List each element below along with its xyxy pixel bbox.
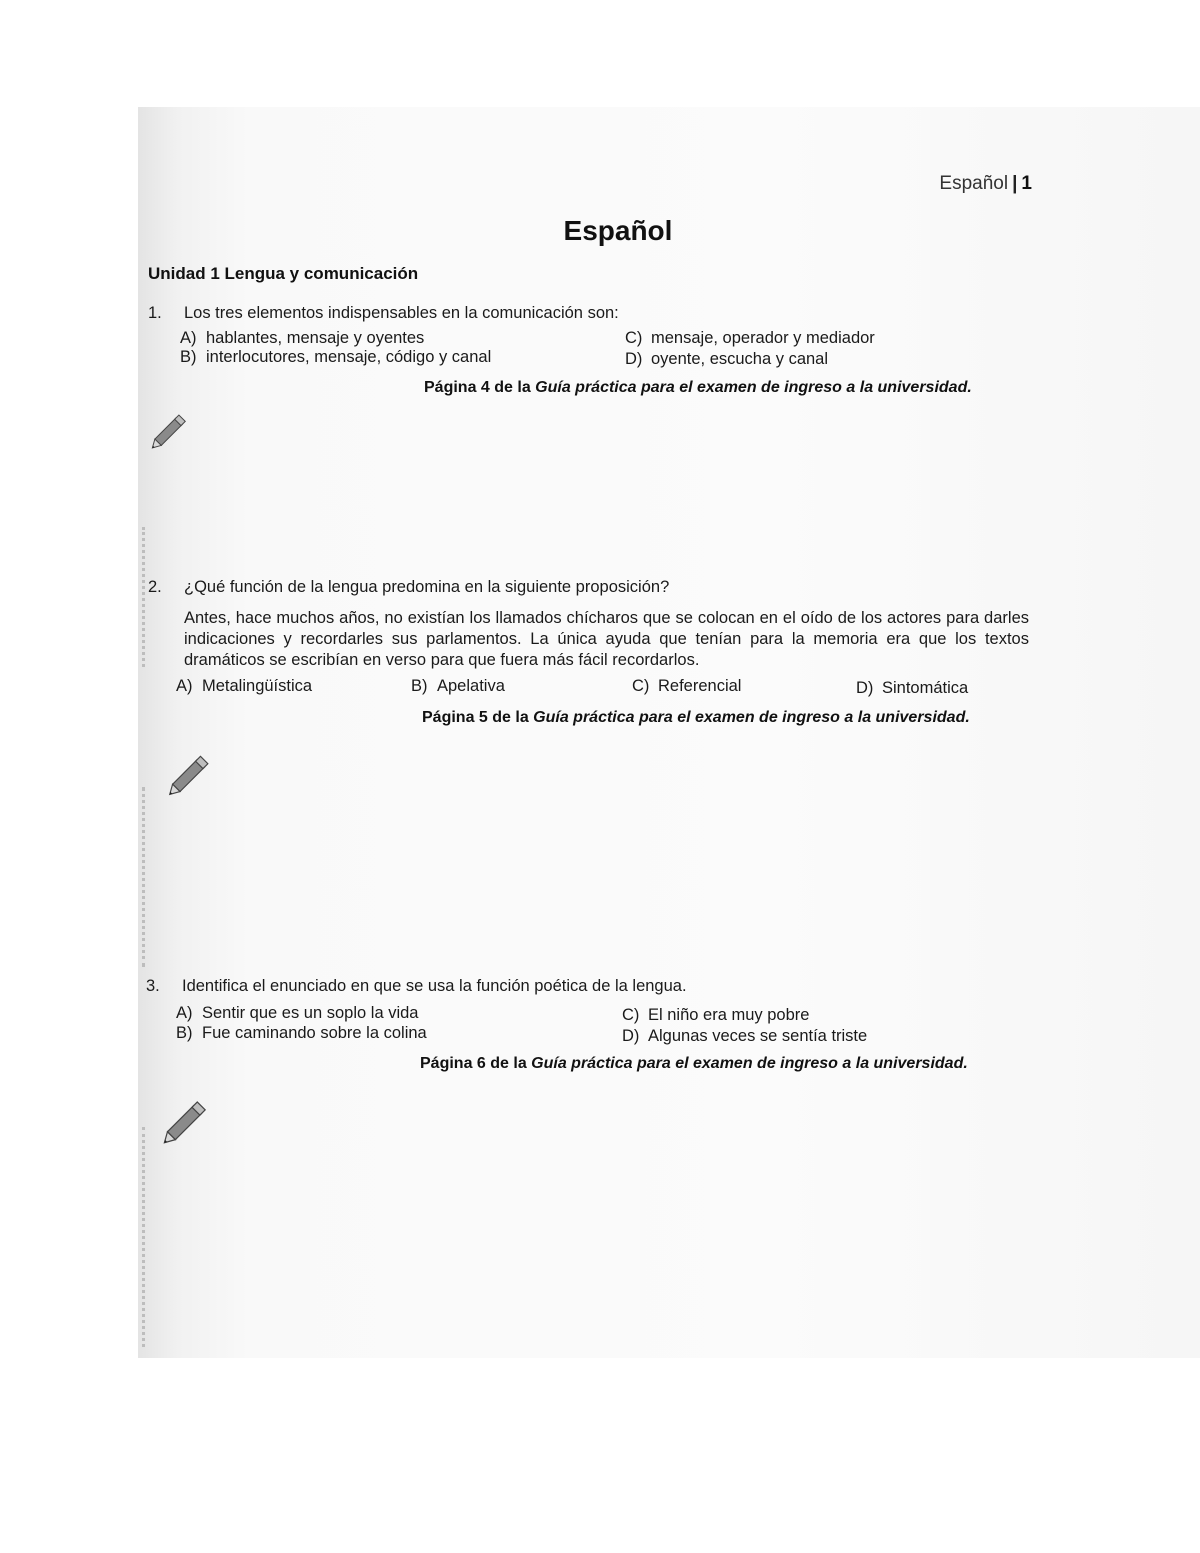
question-2-text: ¿Qué función de la lengua predomina en la siguiente proposición? [184,578,670,596]
reference-book: Guía práctica para el examen de ingreso a la universidad. [531,1055,968,1072]
option-letter: D) [622,1027,640,1045]
question-1-reference [424,379,972,397]
scanned-page [138,107,1200,1358]
question-3-reference [420,1055,968,1073]
pencil-icon [144,407,194,457]
option-letter: B) [180,348,197,366]
reference-book: Guía práctica para el examen de ingreso a la universidad. [535,379,972,396]
option-letter: D) [856,679,874,697]
question-3-option-b [176,1024,427,1043]
option-text: Metalingüística [202,677,313,695]
binding-dots [142,527,151,667]
option-text: Sintomática [882,679,969,697]
question-3-option-a [176,1004,418,1023]
reference-prefix: Página 5 de la [422,709,534,726]
option-letter: A) [176,1004,193,1022]
option-text: El niño era muy pobre [648,1006,810,1024]
page-title: Español [563,215,673,246]
option-letter: A) [180,329,197,347]
option-text: Apelativa [437,677,505,695]
question-1-option-d [625,350,828,369]
question-3-option-c [622,1006,809,1025]
option-text: Fue caminando sobre la colina [202,1024,427,1042]
question-2-passage: Antes, hace muchos años, no existían los llamados chícharos que se colocan en el oído de los actores para darles indicaciones y recordarles sus parlamentos. La única ayuda que tenían para la memoria era que los textos dramáticos se escribían en verso para que fuera más fácil recordarlos. [184,609,1029,669]
question-3-number: 3. [146,977,160,995]
question-1-option-a [180,329,424,348]
option-text: interlocutores, mensaje, código y canal [206,348,492,366]
option-letter: B) [411,677,428,695]
pencil-icon [154,1092,216,1154]
option-text: hablantes, mensaje y oyentes [206,329,425,347]
option-text: Sentir que es un soplo la vida [202,1004,419,1022]
option-letter: D) [625,350,643,368]
option-letter: C) [625,329,643,347]
question-1-number: 1. [148,304,162,322]
option-letter: A) [176,677,193,695]
question-3-text: Identifica el enunciado en que se usa la función poética de la lengua. [182,977,687,995]
reference-prefix: Página 6 de la [420,1055,532,1072]
option-text: oyente, escucha y canal [651,350,829,368]
binding-dots [142,1127,151,1347]
binding-dots [142,787,151,967]
option-text: Referencial [658,677,742,695]
option-text: Algunas veces se sentía triste [648,1027,868,1045]
question-2-reference [422,709,970,727]
running-header [939,173,1032,195]
pencil-icon [160,747,218,805]
reference-book: Guía práctica para el examen de ingreso a la universidad. [533,709,970,726]
question-1-option-b [180,348,491,367]
question-3-option-d [622,1027,867,1046]
option-letter: C) [622,1006,640,1024]
reference-prefix: Página 4 de la [424,379,536,396]
question-2-option-d [856,679,968,698]
question-2-option-c [632,677,741,696]
header-page-number: 1 [1021,173,1032,194]
question-1-option-c [625,329,875,348]
header-section: Español [939,173,1009,194]
option-letter: C) [632,677,650,695]
question-1-text: Los tres elementos indispensables en la comunicación son: [184,304,619,322]
option-text: mensaje, operador y mediador [651,329,875,347]
header-separator: | [1012,173,1018,194]
question-2-option-b [411,677,505,696]
unit-heading: Unidad 1 Lengua y comunicación [148,264,419,283]
option-letter: B) [176,1024,193,1042]
question-2-option-a [176,677,312,696]
question-2-number: 2. [148,578,162,596]
